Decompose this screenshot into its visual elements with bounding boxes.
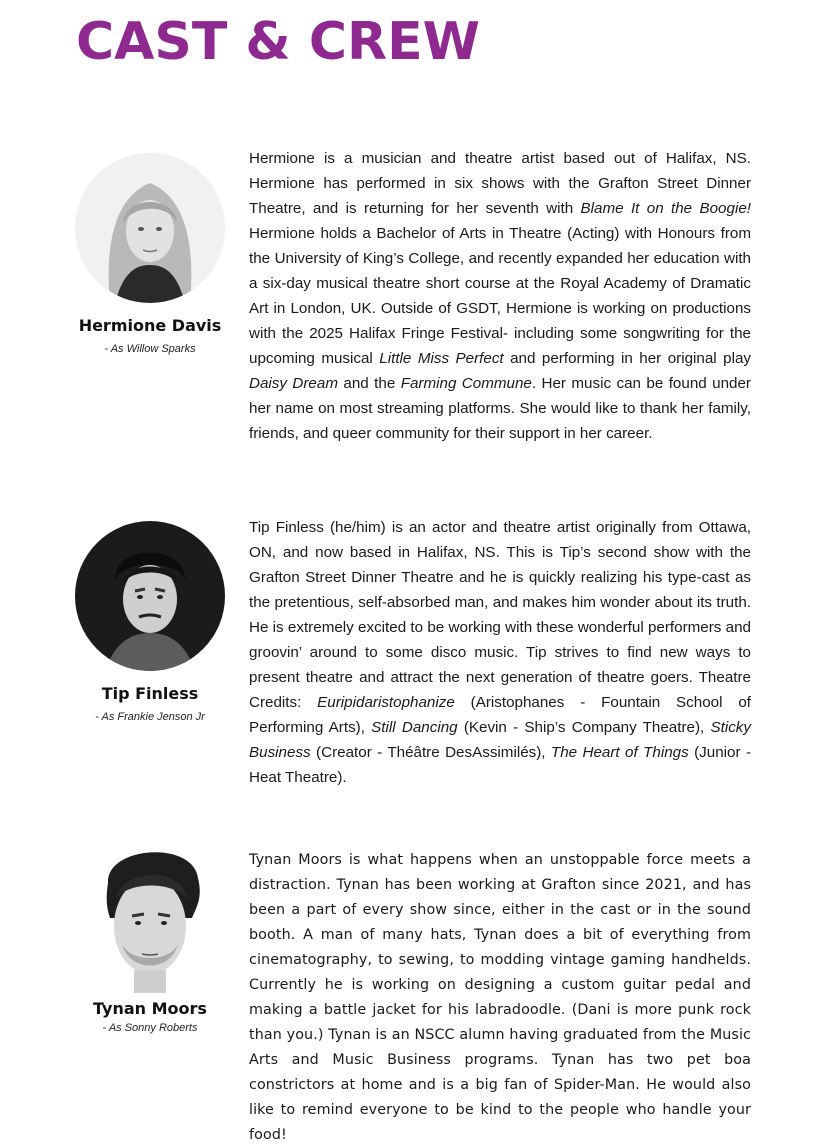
portrait-photo-tip bbox=[75, 521, 225, 671]
member-name: Tynan Moors bbox=[93, 999, 207, 1018]
portrait-photo bbox=[88, 838, 213, 993]
bio-title-italic: Little Miss Perfect bbox=[379, 350, 504, 367]
bio-text: Tynan Moors is what happens when an unstoppable force meets a distraction. Tynan has been working at Grafton since 2021, and has been a part of every show since, either in the cast or in the sound booth. A man of many hats, Tynan does a bit of everything from cinematography, to sewing, to modding vintage gaming handhelds. Currently he is working on designing a custom guitar pedal and making a battle jacket for his labradoodle. (Dani is more punk rock than you.) Tynan is an NSCC alumn having graduated from the Music Arts and Music Business programs. Tynan has two pet boa constrictors at home and is a big fan of Spider-Man. He would also like to remind everyone to be kind to the people who handle your food! bbox=[249, 852, 751, 1143]
bio-text: Hermione holds a Bachelor of Arts in Theatre (Acting) with Honours from the University of King’s College, and recently expanded her education with a six-day musical theatre short course at the Royal Academy of Dramatic Art in London, UK. Outside of GSDT, Hermione is working on productions with the 2025 Halifax Fringe Festival- including some songwriting for the upcoming musical bbox=[249, 225, 751, 367]
bio-text: and the bbox=[337, 375, 401, 392]
bio-title-italic: Still Dancing bbox=[371, 719, 458, 736]
bio-title-italic: The Heart of Things bbox=[550, 744, 689, 761]
bio-text: (Creator - Théâtre DesAssimilés), bbox=[310, 744, 551, 761]
page-title: CAST & CREW bbox=[76, 12, 480, 72]
bio-title-italic: Blame It on the Boogie! bbox=[580, 200, 751, 217]
portrait-photo-hermione bbox=[75, 153, 225, 303]
member-role: - As Willow Sparks bbox=[104, 343, 196, 355]
portrait-photo-tynan bbox=[88, 838, 213, 993]
bio-title-italic: Farming Commune bbox=[400, 375, 532, 392]
bio-text: Hermione is a musician and theatre artist based out of Halifax, NS. Hermione has performed in six shows with the Grafton Street Dinner Theatre, and is returning for her seventh with bbox=[249, 150, 751, 217]
bio-text: (Junior - Heat Theatre). bbox=[249, 744, 751, 786]
bio-text: and performing in her original play bbox=[503, 350, 751, 367]
bio-title-italic: Daisy Dream bbox=[249, 375, 338, 392]
bio-title-italic: Euripidaristophanize bbox=[317, 694, 455, 711]
bio-text: Tip Finless (he/him) is an actor and theatre artist originally from Ottawa, ON, and now based in Halifax, NS. This is Tip’s second show with the Grafton Street Dinner Theatre and he is quickly realizing his type-cast as the pretentious, self-absorbed man, and makes him wonder about its truth. He is extremely excited to be working with these wonderful performers and groovin’ around to some disco music. Tip strives to find new ways to present theatre and attract the next generation of theatre goers. Theatre Credits: bbox=[249, 519, 751, 711]
member-bio bbox=[249, 146, 751, 446]
member-bio bbox=[249, 515, 751, 790]
bio-text: . Her music can be found under her name on most streaming platforms. She would like to thank her family, friends, and queer community for their support in her career. bbox=[249, 375, 751, 442]
member-name: Hermione Davis bbox=[78, 316, 222, 335]
member-name: Tip Finless bbox=[101, 684, 199, 703]
member-bio bbox=[249, 848, 751, 1148]
portrait-photo bbox=[75, 153, 225, 303]
bio-text: (Aristophanes - Fountain School of Performing Arts), bbox=[249, 694, 751, 736]
bio-title-italic: Sticky Business bbox=[249, 719, 751, 761]
bio-text: (Kevin - Ship’s Company Theatre), bbox=[457, 719, 711, 736]
portrait-photo bbox=[75, 521, 225, 671]
member-role: - As Frankie Jenson Jr bbox=[95, 711, 205, 723]
member-role: - As Sonny Roberts bbox=[102, 1022, 198, 1034]
